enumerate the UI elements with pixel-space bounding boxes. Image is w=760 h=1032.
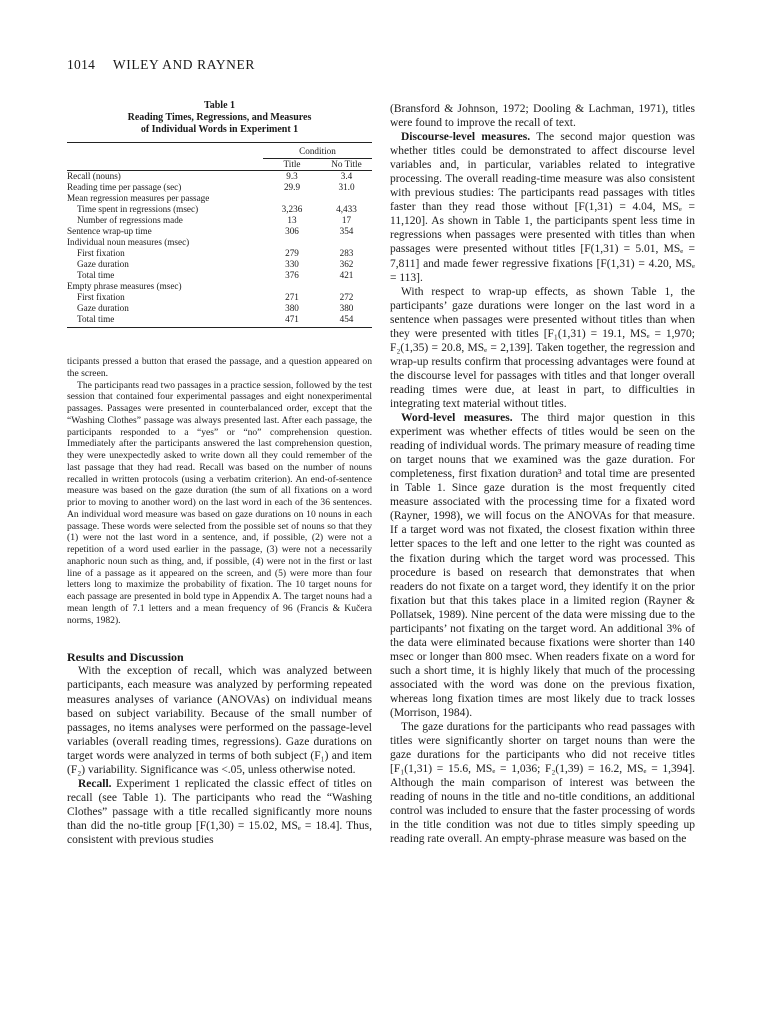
cell-notitle: 17 (341, 215, 352, 225)
column-header-notitle: No Title (321, 159, 372, 171)
cell-notitle: 354 (339, 226, 354, 236)
table-row (67, 303, 372, 314)
gaze-paragraph: The gaze durations for the participants who read passages with titles were significantly shorter on target nouns than were the gaze durations for the participants who did not receive titles [F₁(1,31) = 15.6, MSₑ = 1,036; F₂(1,39) = 16.2, MSₑ = 1,394]. Although the main comparison of interest was between the reading of nouns in the title and no-title conditions, an additional control was included to ensure that the faster processing of words in the title condition was not due to titles simply speeding up reading rate overall. An empty-phrase measure was based on the (390, 721, 695, 846)
table-row (67, 292, 372, 303)
row-label: First fixation (77, 292, 125, 302)
row-label: Total time (77, 270, 115, 280)
cell-title: 330 (285, 259, 299, 269)
cell-title: 279 (285, 248, 299, 258)
table-title-line1: Reading Times, Regressions, and Measures (127, 112, 312, 123)
method-paragraph: ticipants pressed a button that erased the passage, and a question appeared on the screen. (67, 356, 372, 379)
word-level-paragraph (390, 411, 695, 720)
results-section (67, 650, 372, 847)
continued-paragraph: (Bransford & Johnson, 1972; Dooling & Lachman, 1971), titles were found to improve the recall of text. (390, 103, 695, 130)
table-label: Table 1 (203, 100, 236, 111)
table-row (67, 270, 372, 281)
table-row (67, 237, 372, 248)
row-label: First fixation (77, 248, 125, 258)
row-label: Gaze duration (77, 259, 129, 269)
column-header-title: Title (263, 159, 321, 171)
running-head: WILEY AND RAYNER (112, 57, 255, 72)
row-label: Recall (nouns) (67, 171, 121, 181)
row-label: Number of regressions made (77, 215, 183, 225)
cell-title (263, 281, 321, 292)
discourse-runin-heading: Discourse-level measures. (401, 131, 531, 144)
left-column (67, 100, 372, 848)
condition-header: Condition (263, 146, 372, 159)
table-row (67, 281, 372, 292)
table-row (67, 193, 372, 204)
table-row (67, 314, 372, 325)
row-label: Empty phrase measures (msec) (67, 281, 182, 291)
row-label: Total time (77, 314, 115, 324)
cell-title: 29.9 (283, 182, 301, 192)
results-paragraph: With the exception of recall, which was analyzed between participants, each measure was analyzed by performing repeated measures analyses of variance (ANOVAs) on individual means based on subject variability. Because of the small number of passages, no items analyses were performed on the passage-level variables (overall reading times, regressions). Gaze durations on target words were analyzed in terms of both subject (F₁) and item (F₂) variability. Significance was <.05, unless otherwise noted. (67, 665, 372, 776)
cell-title: 380 (285, 303, 299, 313)
recall-text: Experiment 1 replicated the classic effect of titles on recall (see Table 1). The participants who read the “Washing Clothes” passage with a title recalled significantly more nouns than did the no-title group [F(1,30) = 15.02, MSₑ = 18.4]. Thus, consistent with previous studies (67, 778, 372, 847)
cell-notitle (321, 281, 372, 292)
recall-paragraph (67, 777, 372, 847)
row-label: Time spent in regressions (msec) (77, 204, 199, 214)
cell-title: 271 (285, 292, 299, 302)
cell-notitle: 31.0 (338, 182, 355, 192)
cell-title: 376 (285, 270, 299, 280)
row-label: Mean regression measures per passage (67, 193, 210, 203)
cell-title: 9.3 (286, 171, 298, 181)
row-label: Gaze duration (77, 303, 129, 313)
section-heading: Results and Discussion (67, 650, 184, 665)
table-row (67, 226, 372, 237)
wrapup-paragraph: With respect to wrap-up effects, as shown Table 1, the participants’ gaze durations were longer on the last word in a sentence when passages were presented without titles than when they were presented with titles [F₁(1,31) = 19.1, MSₑ = 1,970; F₂(1,35) = 20.8, MSₑ = 2,139]. Taken together, the regression and wrap-up results confirm that processing advantages were found at the discourse level for passages with titles and that longer overall reading times were due, at least in part, to difficulties in integrating text material without titles. (390, 285, 695, 410)
cell-notitle: 380 (339, 303, 354, 313)
table-caption (67, 100, 372, 136)
cell-title: 3,236 (281, 204, 303, 214)
cell-notitle: 3.4 (340, 171, 353, 181)
cell-title: 306 (285, 226, 299, 236)
page-number: 1014 (67, 57, 96, 72)
row-label: Sentence wrap-up time (67, 226, 152, 236)
cell-title: 13 (287, 215, 297, 225)
cell-notitle: 4,433 (336, 204, 357, 214)
word-level-text: The third major question in this experiment was whether effects of titles would be seen on the reading of individual words. The primary measure of reading time on target nouns that we examined was the gaze duration. For completeness, first fixation duration³ and total time are presented in Table 1. Since gaze duration is the most frequently cited measure associated with the processing time for a fixated word (Rayner, 1998), we will focus on the ANOVAs for that measure. If a target word was not fixated, the closest fixation within three letter spaces to the left and one letter to the right was counted as the fixation during which the target word was processed. This procedure is based on research that demonstrates that when readers do not fixate on a target word, they identify it on the prior fixation but that this takes place in a limited region (Rayner & Pollatsek, 1989). Nine percent of the data were missing due to the participants’ not fixating on the target word. An additional 3% of the data were eliminated because fixations were shorter than 140 msec or longer than 800 msec. When readers fixate on a word for such a short time, it is highly likely that much of the processing associated with the word was done on the previous fixation, whereas long fixation times are most likely due to track losses (Morrison, 1984). (390, 412, 696, 720)
cell-title (263, 193, 321, 204)
cell-notitle: 362 (339, 259, 354, 269)
table-row (67, 171, 372, 183)
row-label: Reading time per passage (sec) (67, 182, 182, 192)
row-label: Individual noun measures (msec) (67, 237, 190, 247)
cell-title (263, 237, 321, 248)
cell-title: 471 (285, 314, 299, 324)
discourse-paragraph (390, 130, 695, 285)
method-text (67, 356, 372, 626)
cell-notitle: 454 (339, 314, 354, 324)
method-paragraph: The participants read two passages in a practice session, followed by the test session that contained four experimental passages and eight nonexperimental passages. Passages were presented in counterbalanced order, except that the “Washing Clothes” passage was always presented last. After each passage, the participants responded to a “yes” or “no” comprehension question. Immediately after the participants answered the last comprehension question, they were unexpectedly asked to write down all they could remember of the last passage that they had read. Recall was based on the number of nouns recalled in written protocols (using a verbatim criterion). An end-of-sentence measure was based on the gaze duration (the sum of all fixations on a word prior to moving to another word) on the last word in each of the 36 sentences. An individual word measure was based on gaze durations on 10 nouns in each passage. These words were selected from the possible set of nouns so that they (1) were not the last word in a sentence, and, if possible, (2) were not a repetition of a word used earlier in the passage, (3) were not a necessarily anaphoric noun such as thing, and, if possible, (4) were not in the first or last line of a passage as it appeared on the screen, and (5) were more than four letters long to maximize the probability of fixation. The 10 target nouns for each passage are presented in bold type in Appendix A. The target nouns had a mean length of 7.1 letters and a mean frequency of 96 (Francis & Kučera norms, 1982). (67, 379, 372, 626)
cell-notitle (321, 237, 372, 248)
word-level-runin-heading: Word-level measures. (401, 412, 513, 425)
cell-notitle: 272 (339, 292, 354, 302)
discourse-text: The second major question was whether titles could be demonstrated to affect discourse level variables and, in particular, variables related to integrative processing. The overall reading-time measure was also consistent with previous studies: The participants read passages with titles faster than they read those without [F(1,31) = 4.04, MSₑ = 11,120]. As shown in Table 1, the participants spent less time in regressions when passages were presented with titles than when passages were presented without titles [F(1,31) = 5.01, MSₑ = 7,811] and made fewer regressive fixations [F(1,31) = 4.20, MSₑ = 113]. (390, 131, 695, 284)
cell-notitle (321, 193, 372, 204)
table-row (67, 204, 372, 215)
table-row (67, 259, 372, 270)
cell-notitle: 421 (339, 270, 354, 280)
table-row (67, 248, 372, 259)
results-table (67, 142, 372, 328)
table-row (67, 215, 372, 226)
table-row (67, 182, 372, 193)
cell-notitle: 283 (339, 248, 354, 258)
recall-runin-heading: Recall. (78, 778, 112, 791)
right-column (390, 102, 695, 846)
running-header (67, 57, 255, 73)
table-title-line2: of Individual Words in Experiment 1 (140, 124, 299, 135)
